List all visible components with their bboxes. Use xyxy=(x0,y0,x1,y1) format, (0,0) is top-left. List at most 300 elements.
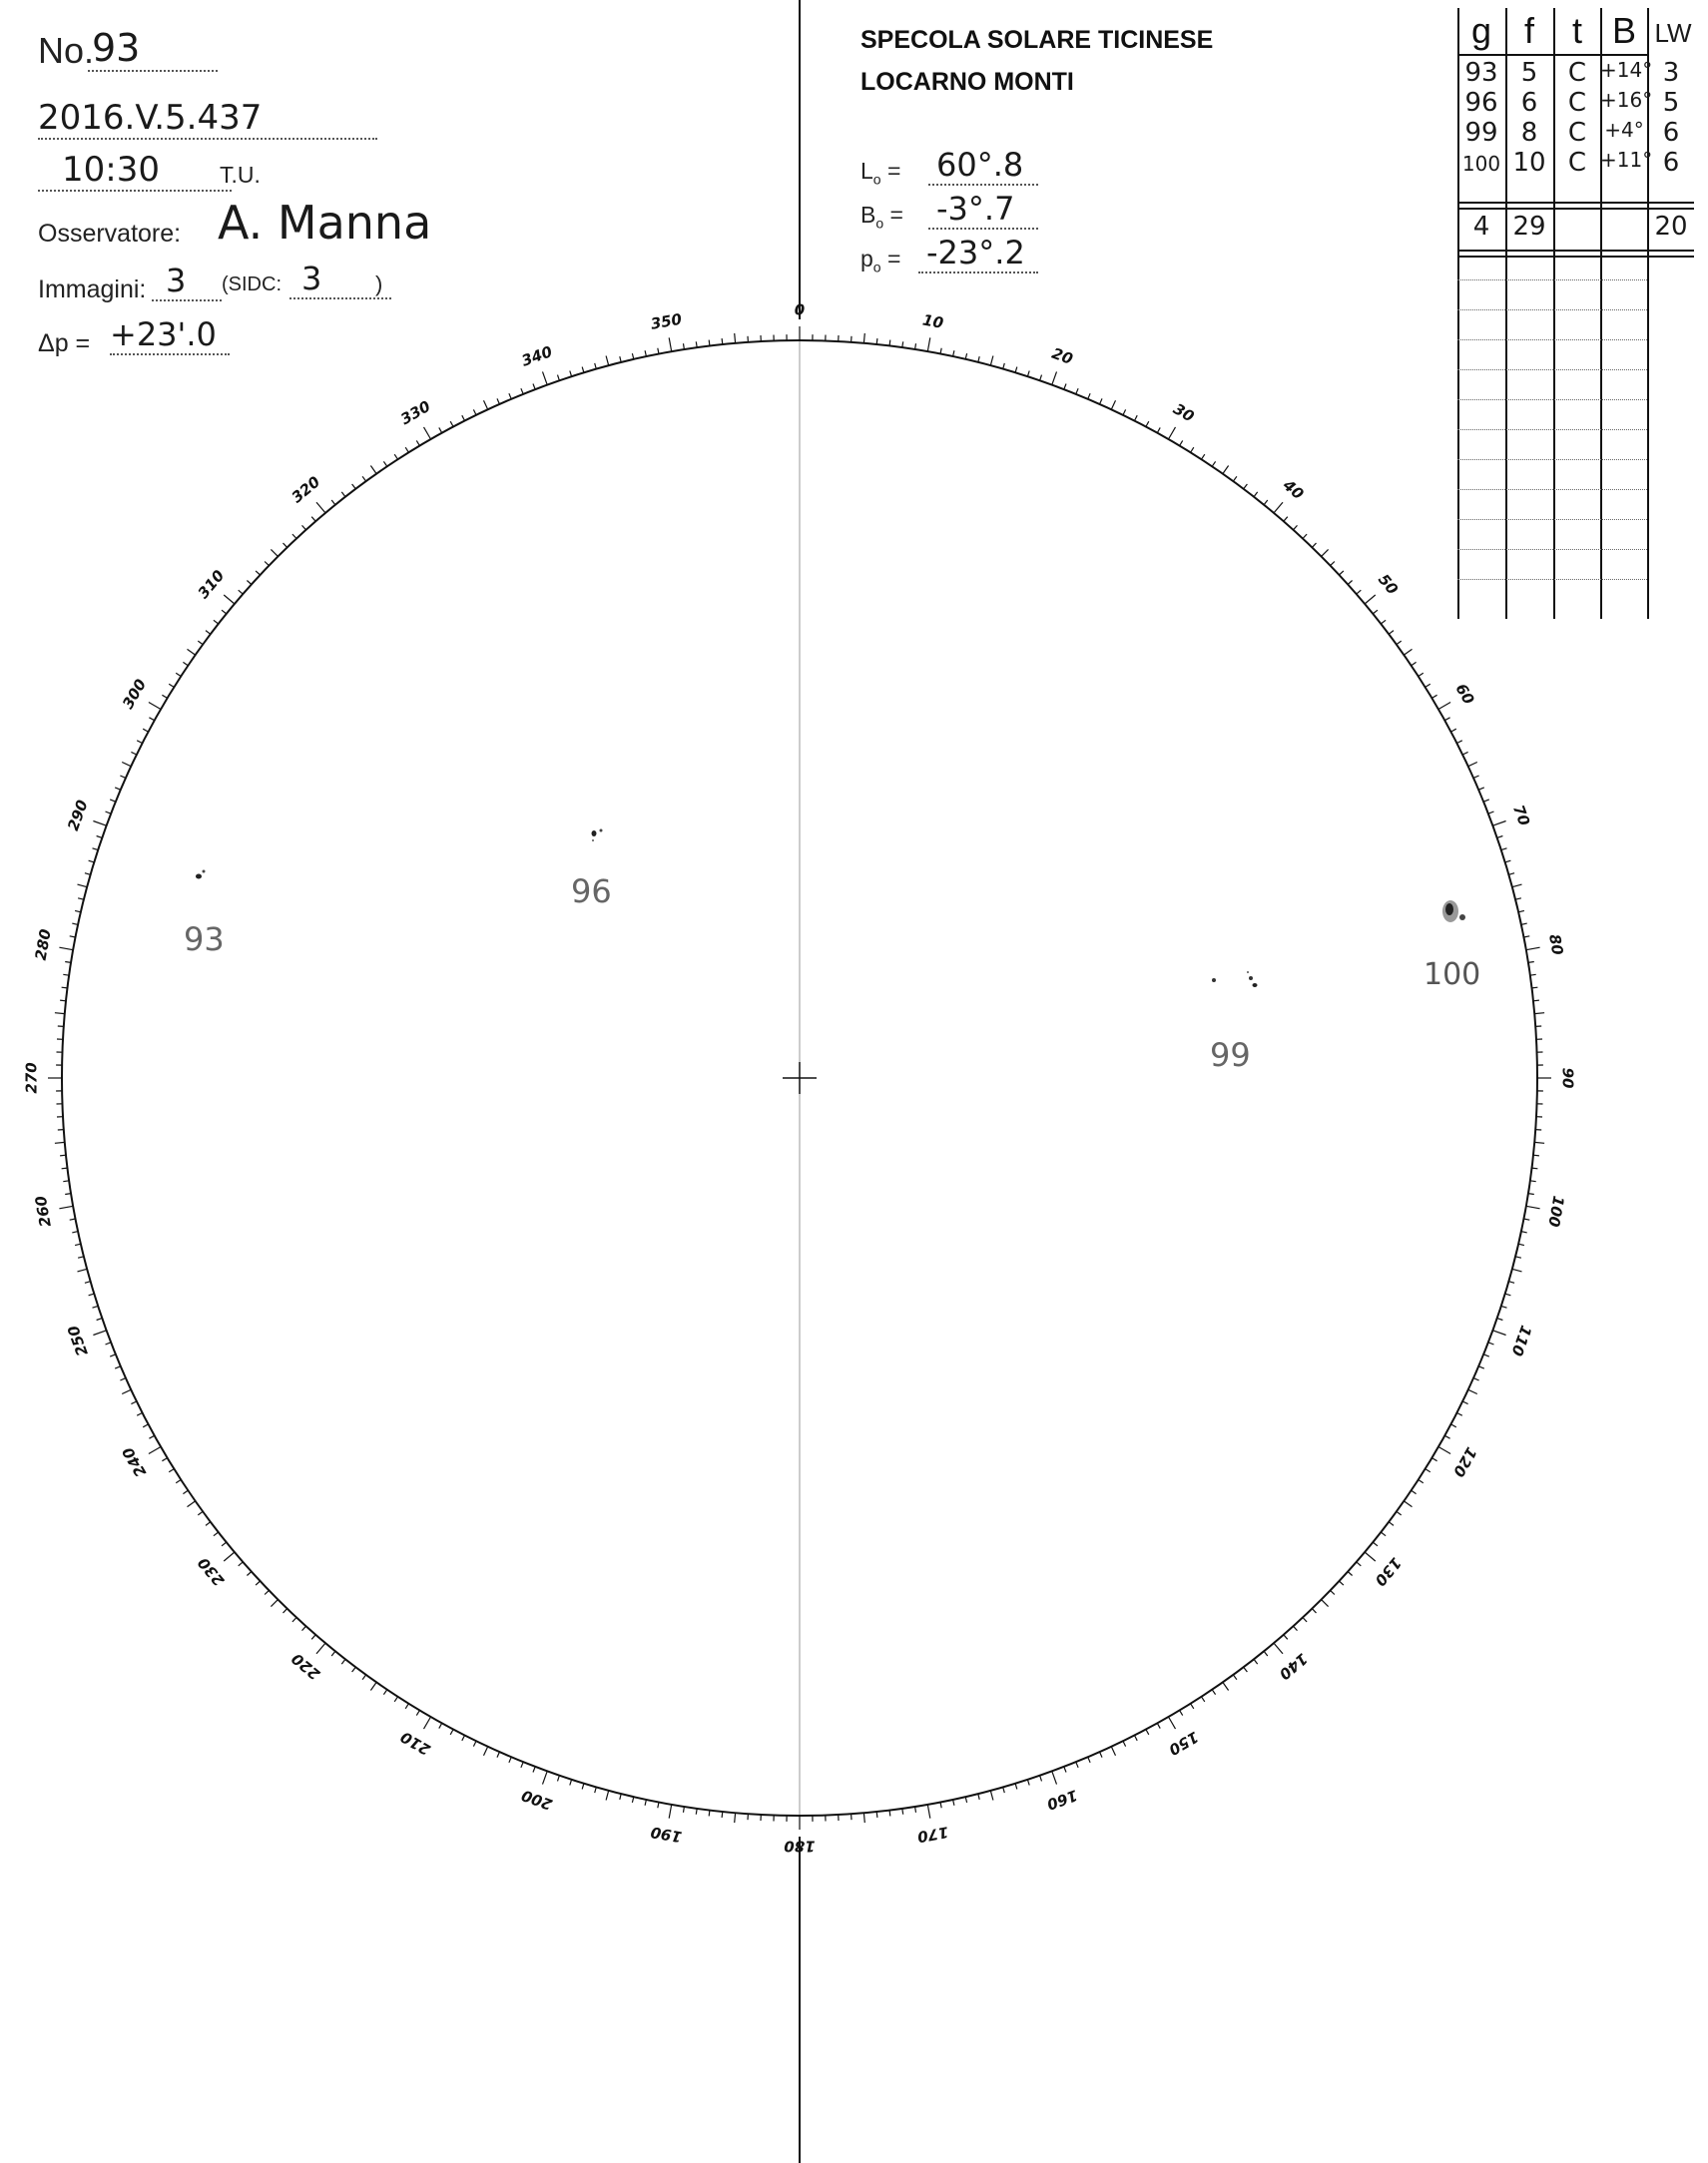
scale-tick xyxy=(149,703,161,710)
scale-tick xyxy=(1534,1013,1544,1014)
table-cell: 10 xyxy=(1512,148,1546,178)
sunspot xyxy=(592,830,597,836)
scale-tick xyxy=(582,1784,584,1790)
table-cell: 6 xyxy=(1662,148,1680,178)
scale-tick xyxy=(1123,409,1126,414)
scale-tick xyxy=(1027,371,1029,377)
scale-tick xyxy=(394,454,397,459)
scale-tick xyxy=(89,860,95,862)
scale-tick xyxy=(1064,1767,1066,1773)
scale-tick xyxy=(1412,1490,1417,1493)
institution-line2: LOCARNO MONTI xyxy=(860,68,1074,96)
scale-tick xyxy=(106,811,112,813)
scale-tick xyxy=(606,356,609,366)
table-cell: C xyxy=(1567,118,1587,148)
scale-tick xyxy=(1508,1282,1514,1284)
scale-tick xyxy=(990,1791,993,1801)
scale-tick xyxy=(72,1232,78,1233)
scale-tick xyxy=(953,350,954,356)
scale-tick xyxy=(78,1257,84,1258)
b0-value: -3°.7 xyxy=(928,190,1038,230)
scale-tick xyxy=(1180,1710,1183,1715)
l0-eq: = xyxy=(886,158,901,184)
scale-tick xyxy=(405,447,408,452)
scale-tick xyxy=(162,695,167,698)
scale-tick xyxy=(1468,763,1477,767)
scale-tick xyxy=(1052,1771,1057,1784)
scale-tick xyxy=(1488,811,1494,813)
scale-tick xyxy=(927,337,930,351)
table-cell: 3 xyxy=(1662,58,1680,88)
scale-tick xyxy=(1457,1413,1462,1416)
scale-tick xyxy=(1088,1757,1090,1763)
group-label-93: 93 xyxy=(184,920,225,958)
scale-tick xyxy=(176,1480,181,1483)
scale-tick xyxy=(1505,1294,1511,1296)
scale-tick xyxy=(1389,631,1394,635)
scale-label-280: 280 xyxy=(31,927,55,962)
scale-tick xyxy=(1303,534,1307,538)
scale-tick xyxy=(1003,363,1005,369)
scale-tick xyxy=(55,1013,65,1014)
scale-tick xyxy=(1425,1469,1430,1472)
scale-tick xyxy=(1052,371,1057,384)
scale-tick xyxy=(1100,398,1102,404)
scale-tick xyxy=(311,517,315,522)
scale-tick xyxy=(1492,1331,1505,1336)
scale-tick xyxy=(239,1562,244,1566)
scale-tick xyxy=(1157,1723,1160,1728)
scale-tick xyxy=(1088,393,1090,399)
scale-tick xyxy=(1373,610,1378,614)
l0-letter: L xyxy=(860,158,873,184)
scale-tick xyxy=(1100,1752,1102,1758)
scale-tick xyxy=(206,631,211,635)
scale-tick xyxy=(78,884,88,887)
scale-tick xyxy=(1146,421,1149,426)
observer-value: A. Manna xyxy=(218,196,432,250)
scale-tick xyxy=(1202,1697,1205,1702)
scale-tick xyxy=(1169,427,1176,439)
scale-tick xyxy=(1515,898,1521,899)
scale-tick xyxy=(169,1469,174,1472)
scale-tick xyxy=(1212,461,1215,466)
scale-tick xyxy=(1389,1522,1394,1526)
images-value: 3 xyxy=(152,262,222,301)
scale-tick xyxy=(1515,1257,1521,1258)
scale-tick xyxy=(214,620,219,624)
table-cell: C xyxy=(1567,58,1587,88)
scale-tick xyxy=(543,371,548,384)
scale-tick xyxy=(953,1800,954,1806)
scale-tick xyxy=(595,363,597,369)
scale-tick xyxy=(1111,400,1115,409)
table-header-t: t xyxy=(1571,10,1582,51)
scale-tick xyxy=(558,1776,560,1782)
sunspot xyxy=(1459,914,1465,920)
scale-tick xyxy=(658,348,659,354)
scale-tick xyxy=(416,1710,419,1715)
scale-tick xyxy=(1468,1389,1477,1393)
scale-tick xyxy=(75,910,81,911)
scale-tick xyxy=(60,1000,66,1001)
scale-label-150: 150 xyxy=(1165,1727,1202,1760)
scale-tick xyxy=(143,729,148,732)
scale-tick xyxy=(424,1717,431,1729)
p0-letter: p xyxy=(860,246,873,271)
scale-tick xyxy=(990,356,993,366)
images-label: Immagini: xyxy=(38,275,147,303)
table-cell: C xyxy=(1567,148,1587,178)
scale-tick xyxy=(1497,1319,1503,1321)
scale-tick xyxy=(558,375,560,381)
scale-tick xyxy=(424,427,431,439)
scale-tick xyxy=(1076,388,1078,394)
scale-tick xyxy=(889,1811,890,1817)
scale-tick xyxy=(735,1813,736,1823)
scale-tick xyxy=(1303,1618,1307,1622)
scale-tick xyxy=(509,1757,511,1763)
scale-tick xyxy=(1492,821,1505,826)
scale-tick xyxy=(473,409,476,414)
scale-tick xyxy=(1508,873,1514,875)
scale-tick xyxy=(183,1490,188,1493)
scale-tick xyxy=(1521,923,1527,924)
scale-tick xyxy=(863,1813,864,1823)
scale-tick xyxy=(450,1730,453,1735)
scale-tick xyxy=(1135,1736,1138,1741)
scale-label-170: 170 xyxy=(915,1823,950,1847)
scale-tick xyxy=(75,1244,81,1245)
scale-tick xyxy=(93,1306,99,1308)
scale-tick xyxy=(1438,1447,1450,1454)
b0-letter: B xyxy=(860,202,876,228)
sunspot xyxy=(592,839,594,841)
scale-tick xyxy=(162,1458,167,1461)
scale-tick xyxy=(331,1651,335,1656)
number-value: 93 xyxy=(88,26,218,72)
scale-label-30: 30 xyxy=(1170,399,1198,426)
scale-tick xyxy=(222,1542,227,1546)
scale-tick xyxy=(543,1771,548,1784)
scale-tick xyxy=(1322,1600,1329,1607)
scale-label-230: 230 xyxy=(194,1553,229,1590)
scale-label-210: 210 xyxy=(397,1727,434,1760)
scale-tick xyxy=(198,1511,203,1515)
scale-tick xyxy=(1462,1401,1467,1404)
scale-tick xyxy=(1483,1354,1489,1356)
scale-tick xyxy=(1169,1717,1176,1729)
scale-label-40: 40 xyxy=(1279,475,1308,504)
table-header-b: B xyxy=(1611,10,1636,51)
scale-label-110: 110 xyxy=(1507,1323,1535,1358)
scale-tick xyxy=(362,1675,366,1680)
scale-tick xyxy=(122,763,131,767)
scale-tick xyxy=(284,1609,287,1613)
sunspot xyxy=(600,829,603,832)
scale-tick xyxy=(1534,1142,1544,1143)
scale-tick xyxy=(271,549,278,556)
scale-tick xyxy=(606,1791,609,1801)
scale-label-90: 90 xyxy=(1558,1067,1577,1089)
scale-tick xyxy=(889,340,890,346)
sidc-label: (SIDC: xyxy=(222,273,282,295)
scale-label-300: 300 xyxy=(118,676,151,713)
scale-tick xyxy=(1397,641,1402,645)
sunspot-group-93 xyxy=(184,870,225,959)
scale-tick xyxy=(383,1690,386,1695)
scale-tick xyxy=(521,1762,523,1768)
scale-tick xyxy=(1518,1244,1524,1245)
table-header-g: g xyxy=(1470,10,1492,51)
scale-tick xyxy=(978,356,979,362)
scale-tick xyxy=(222,610,227,614)
scale-tick xyxy=(1365,595,1376,604)
scale-tick xyxy=(1497,836,1503,838)
date-value: 2016.V.5.437 xyxy=(38,98,377,140)
scale-tick xyxy=(1523,936,1529,937)
scale-tick xyxy=(1521,1232,1527,1233)
scale-tick xyxy=(62,987,68,988)
scale-tick xyxy=(1373,1542,1378,1546)
scale-label-340: 340 xyxy=(519,342,555,370)
scale-tick xyxy=(149,1435,154,1438)
scale-tick xyxy=(1064,384,1066,390)
scale-tick xyxy=(198,641,203,645)
scale-tick xyxy=(1340,571,1344,575)
scale-tick xyxy=(645,1800,646,1806)
scale-tick xyxy=(85,873,91,875)
scale-tick xyxy=(1340,1581,1344,1585)
scale-tick xyxy=(533,384,535,390)
scale-tick xyxy=(256,1581,260,1585)
table-cell: 99 xyxy=(1464,118,1498,148)
scale-tick xyxy=(265,562,269,566)
scale-label-10: 10 xyxy=(920,310,945,332)
scale-tick xyxy=(669,337,672,351)
scale-tick xyxy=(1331,1590,1335,1594)
group-label-100: 100 xyxy=(1423,957,1481,992)
scale-tick xyxy=(1294,525,1298,529)
scale-tick xyxy=(143,1424,148,1427)
scale-tick xyxy=(1501,1306,1507,1308)
scale-tick xyxy=(1357,590,1362,594)
table-cell: 8 xyxy=(1520,118,1538,148)
time-unit-label: T.U. xyxy=(220,162,261,188)
scale-tick xyxy=(1501,848,1507,850)
scale-tick xyxy=(1404,1501,1412,1507)
scale-tick xyxy=(735,333,736,343)
scale-label-270: 270 xyxy=(22,1062,41,1094)
scale-tick xyxy=(1451,1424,1456,1427)
scale-label-70: 70 xyxy=(1509,802,1534,828)
scale-tick xyxy=(1212,1690,1215,1695)
scale-tick xyxy=(214,1532,219,1536)
scale-label-290: 290 xyxy=(64,798,92,833)
scale-tick xyxy=(247,581,251,585)
scale-tick xyxy=(370,466,376,474)
table-cell: +4° xyxy=(1604,118,1644,142)
scale-tick xyxy=(1312,1609,1316,1613)
scale-label-50: 50 xyxy=(1374,570,1403,599)
scale-tick xyxy=(876,1812,877,1818)
institution-line1: SPECOLA SOLARE TICINESE xyxy=(860,26,1214,54)
scale-tick xyxy=(311,1635,315,1640)
scale-tick xyxy=(1431,695,1436,698)
scale-tick xyxy=(1348,1572,1352,1576)
scale-tick xyxy=(509,393,511,399)
scale-tick xyxy=(1191,447,1194,452)
scale-tick xyxy=(1274,502,1283,513)
scale-tick xyxy=(120,1378,126,1380)
scale-tick xyxy=(965,1797,966,1803)
table-cell: 100 xyxy=(1461,152,1501,176)
scale-tick xyxy=(1223,1682,1229,1690)
sunspot-group-100 xyxy=(1423,900,1480,992)
scale-tick xyxy=(72,923,78,924)
scale-tick xyxy=(59,947,73,950)
scale-tick xyxy=(462,415,465,420)
scale-tick xyxy=(1431,1458,1436,1461)
table-cell: 6 xyxy=(1520,88,1538,118)
scale-label-190: 190 xyxy=(649,1823,684,1847)
scale-tick xyxy=(1532,987,1538,988)
scale-tick xyxy=(863,333,864,343)
p0-value: -23°.2 xyxy=(918,234,1038,273)
scale-tick xyxy=(352,484,356,489)
scale-tick xyxy=(632,1797,633,1803)
scale-tick xyxy=(239,590,244,594)
group-label-99: 99 xyxy=(1210,1036,1251,1074)
scale-tick xyxy=(247,1572,251,1576)
scale-tick xyxy=(137,741,142,744)
scale-tick xyxy=(137,1413,142,1416)
scale-tick xyxy=(93,1331,106,1336)
scale-tick xyxy=(106,1343,112,1345)
number-label: No. xyxy=(38,30,95,71)
table-total-cell: 20 xyxy=(1654,212,1688,242)
scale-tick xyxy=(331,500,335,505)
scale-tick xyxy=(462,1736,465,1741)
scale-tick xyxy=(645,350,646,356)
scale-label-180: 180 xyxy=(784,1837,816,1856)
scale-tick xyxy=(149,718,154,721)
scale-tick xyxy=(1254,492,1258,497)
scale-tick xyxy=(595,1787,597,1793)
scale-tick xyxy=(1264,500,1268,505)
scale-tick xyxy=(1135,415,1138,420)
scale-tick xyxy=(1357,1562,1362,1566)
table-header-lw: LW xyxy=(1654,18,1692,48)
time-value: 10:30 xyxy=(38,150,232,192)
scale-tick xyxy=(224,1552,235,1561)
p0-sub: o xyxy=(872,259,881,275)
scale-tick xyxy=(1532,1168,1538,1169)
scale-tick xyxy=(1076,1762,1078,1768)
scale-tick xyxy=(1404,649,1412,655)
scale-tick xyxy=(120,776,126,778)
scale-tick xyxy=(1027,1780,1029,1786)
scale-tick xyxy=(1526,947,1540,950)
scale-tick xyxy=(1244,1667,1248,1672)
scale-tick xyxy=(1111,1747,1115,1756)
scale-tick xyxy=(1040,375,1042,381)
scale-tick xyxy=(271,1600,278,1607)
scale-label-260: 260 xyxy=(31,1194,55,1229)
sunspot-group-99 xyxy=(1210,971,1258,1074)
l0-value: 60°.8 xyxy=(928,146,1038,186)
scale-tick xyxy=(533,1767,535,1773)
sunspot xyxy=(1247,971,1249,973)
scale-tick xyxy=(183,662,188,665)
scale-tick xyxy=(416,440,419,445)
scale-tick xyxy=(1518,910,1524,911)
scale-tick xyxy=(1233,476,1237,481)
scale-tick xyxy=(292,534,296,538)
table-cell: +16° xyxy=(1600,88,1653,112)
scale-tick xyxy=(78,1269,88,1272)
sunspot xyxy=(196,874,202,879)
scale-tick xyxy=(93,821,106,826)
scale-tick xyxy=(55,1142,65,1143)
scale-label-330: 330 xyxy=(397,396,434,429)
scale-tick xyxy=(722,1812,723,1818)
scale-tick xyxy=(97,836,103,838)
scale-tick xyxy=(1123,1741,1126,1746)
scale-tick xyxy=(97,1319,103,1321)
scale-tick xyxy=(439,1723,442,1728)
scale-tick xyxy=(110,1354,116,1356)
scale-tick xyxy=(1294,1626,1298,1630)
scale-tick xyxy=(70,1219,76,1220)
scale-tick xyxy=(484,1747,488,1756)
scale-tick xyxy=(1533,1000,1539,1001)
scale-tick xyxy=(439,427,442,432)
scale-tick xyxy=(632,353,633,359)
b0-eq: = xyxy=(889,202,903,228)
scale-tick xyxy=(620,1794,621,1800)
sidc-close: ) xyxy=(375,271,383,296)
scale-tick xyxy=(570,1780,572,1786)
scale-tick xyxy=(1473,776,1479,778)
scale-tick xyxy=(1483,800,1489,802)
scale-tick xyxy=(450,421,453,426)
p0-eq: = xyxy=(886,246,901,271)
scale-label-310: 310 xyxy=(194,566,229,603)
scale-tick xyxy=(658,1802,659,1808)
scale-tick xyxy=(60,1155,66,1156)
table-cell: +14° xyxy=(1600,58,1653,82)
scale-tick xyxy=(709,340,710,346)
scale-tick xyxy=(256,571,260,575)
scale-tick xyxy=(1419,673,1423,676)
table-cell: 93 xyxy=(1464,58,1498,88)
scale-tick xyxy=(265,1590,269,1594)
scale-tick xyxy=(940,348,941,354)
scale-tick xyxy=(302,525,306,529)
scale-tick xyxy=(1412,662,1417,665)
table-header-f: f xyxy=(1523,10,1534,51)
scale-tick xyxy=(302,1626,306,1630)
scale-tick xyxy=(484,400,488,409)
scale-tick xyxy=(93,848,99,850)
table-cell: 96 xyxy=(1464,88,1498,118)
scale-tick xyxy=(1146,1730,1149,1735)
scale-tick xyxy=(1331,562,1335,566)
scale-label-80: 80 xyxy=(1545,932,1567,957)
scale-tick xyxy=(316,1643,325,1654)
scale-tick xyxy=(110,800,116,802)
